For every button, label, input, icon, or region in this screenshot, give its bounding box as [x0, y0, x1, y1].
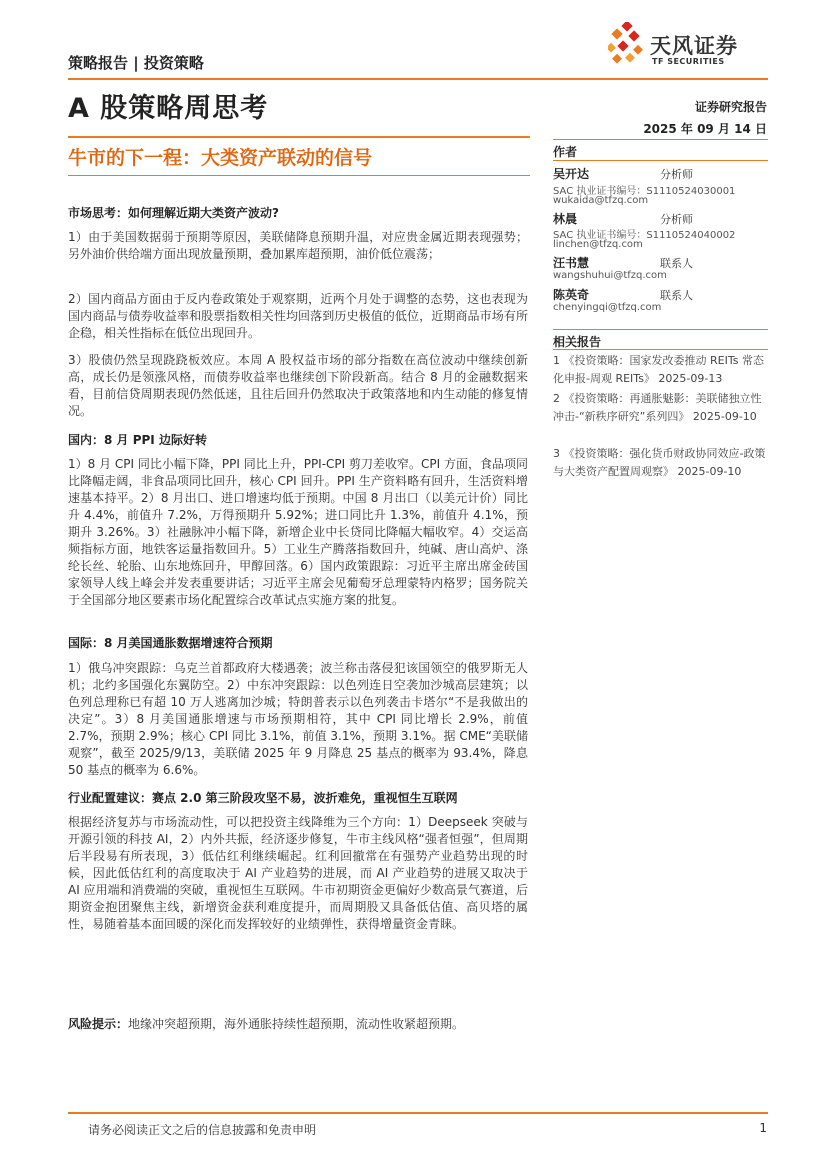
logo-mark-icon: [608, 22, 648, 68]
author-email[interactable]: wangshuhui@tfzq.com: [553, 270, 667, 281]
authors-heading: 作者: [553, 145, 578, 159]
sidebar-divider: [553, 329, 768, 330]
paragraph: 3）股债仍然呈现跷跷板效应。本周 A 股权益市场的部分指数在高位波动中继续创新高，成长仍是领涨风格，而债券收益率也继续创下阶段新高。结合 8 月的金融数据来看，目前信贷周期表现仍然低迷，且往后回升仍然取决于政策落地和内生动能的修复情况。: [68, 353, 528, 418]
related-report-item[interactable]: 3 《投资策略：强化货币财政协同效应-政策与大类资产配置周观察》 2025-09-10: [553, 447, 766, 478]
author-cert: SAC 执业证书编号：S1110524040002: [553, 230, 736, 241]
report-date: 2025 年 09 月 14 日: [643, 122, 767, 136]
sidebar-divider: [553, 160, 768, 161]
related-report-item[interactable]: 2 《投资策略：再通胀魅影：美联储独立性冲击-“新秩序研究”系列四》 2025-09-10: [553, 392, 762, 423]
header-divider: [68, 78, 768, 80]
paragraph: 1）8 月 CPI 同比小幅下降，PPI 同比上升，PPI-CPI 剪刀差收窄。CPI 方面，食品项同比降幅走阔，非食品项同比回升，核心 CPI 回升。PPI 生产资料略有回升，生活资料增速基本持平。2）8 月出口、进口增速均低于预期。中国 8 月出口（以美元计价）同比升 4.4%，前值升 7.2%，万得预期升 5.92%；进口同比升 1.3%，前值升 4.1%，预期升 3.26%。3）社融脉冲小幅下降，新增企业中长贷同比降幅大幅收窄。4）交运高频指标方面，地铁客运量指数回升。5）工业生产腾落指数回升，纯碱、唐山高炉、涤纶长丝、轮胎、山东地炼回升，甲醇回落。6）国内政策跟踪：习近平主席出席金砖国家领导人线上峰会并发表重要讲话；习近平主席会见葡萄牙总理蒙特内格罗；国务院关于全国部分地区要素市场化配置综合改革试点实施方案的批复。: [68, 457, 528, 607]
author-role: 联系人: [660, 289, 693, 302]
page-number: 1: [759, 1121, 767, 1135]
related-report-item[interactable]: 1 《投资策略：国家发改委推动 REITs 常态化申报-周观 REITs》 2025-09-13: [553, 354, 764, 385]
author-email[interactable]: chenyingqi@tfzq.com: [553, 302, 662, 313]
paragraph: 2）国内商品方面由于反内卷政策处于观察期，近两个月处于调整的态势，这也表现为国内商品与债券收益率和股票指数相关性均回落到历史极值的低位，近期商品市场有所企稳，相关性指标在低位出现回升。: [68, 292, 528, 340]
sidebar-divider: [553, 349, 768, 350]
subtitle-divider-bottom: [68, 175, 530, 176]
author-card: [553, 254, 768, 284]
risk-text: 地缘冲突超预期，海外通胀持续性超预期，流动性收紧超预期。: [128, 1017, 465, 1031]
author-name: 林晨: [553, 212, 578, 226]
author-email[interactable]: wukaida@tfzq.com: [553, 195, 649, 206]
report-subtitle: 牛市的下一程：大类资产联动的信号: [68, 147, 373, 169]
subtitle-divider-top: [68, 136, 530, 138]
page-title: A 股策略周思考: [68, 93, 269, 124]
section-title-international: 国际：8 月美国通胀数据增速符合预期: [68, 636, 273, 650]
related-heading: 相关报告: [553, 335, 602, 349]
author-name: 吴开达: [553, 167, 590, 181]
footer-disclaimer: 请务必阅读正文之后的信息披露和免责申明: [88, 1123, 317, 1137]
section-title-domestic: 国内：8 月 PPI 边际好转: [68, 433, 207, 447]
section-title-industry: 行业配置建议：赛点 2.0 第三阶段攻坚不易，波折难免，重视恒生互联网: [68, 791, 458, 805]
author-card: [553, 286, 768, 316]
author-role: 分析师: [660, 168, 693, 181]
risk-label: 风险提示：: [68, 1017, 129, 1031]
author-cert: SAC 执业证书编号：S1110524030001: [553, 186, 736, 197]
author-card: [553, 210, 768, 255]
paragraph: 1）由于美国数据弱于预期等原因，美联储降息预期升温，对应贵金属近期表现强势；另外油价供给端方面出现放量预期，叠加累库超预期，油价低位震荡；: [68, 230, 528, 261]
report-category: 策略报告 | 投资策略: [68, 54, 204, 72]
paragraph: 根据经济复苏与市场流动性，可以把投资主线降维为三个方向：1）Deepseek 突破与开源引领的科技 AI，2）内外共振，经济逐步修复，牛市主线风格“强者恒强”，但周期后半段易有所表现，3）低估红利继续崛起。红利回撤常在有强势产业趋势出现的时候，因此低估红利的高度取决于 AI 产业趋势的进展，而 AI 产业趋势的进展又取决于 AI 应用端和消费端的突破，重视恒生互联网。牛市初期资金更偏好少数高景气赛道，后期资金抱团聚焦主线，新增资金获利难度提升，而周期股又具备低估值、高贝塔的属性，易随着基本面回暖的深化而发挥较好的业绩弹性，获得增量资金青睐。: [68, 815, 528, 931]
author-name: 汪书慧: [553, 256, 590, 270]
company-logo: [608, 22, 768, 72]
author-role: 分析师: [660, 213, 693, 226]
footer-divider: [68, 1112, 768, 1114]
section-title-market: 市场思考：如何理解近期大类资产波动?: [68, 206, 279, 220]
paragraph: 1）俄乌冲突跟踪：乌克兰首都政府大楼遇袭；波兰称击落侵犯该国领空的俄罗斯无人机；北约多国强化东翼防空。2）中东冲突跟踪：以色列连日空袭加沙城高层建筑；以色列总理称已有超 10 万人逃离加沙城；特朗普表示以色列袭击卡塔尔“不是我做出的决定”。3）8 月美国通胀增速与市场预期相符，其中 CPI 同比增长 2.9%，前值 2.7%，预期 2.9%；核心 CPI 同比 3.1%，前值 3.1%，预期 3.1%。据 CME“美联储观察”，截至 2025/9/13，美联储 2025 年 9 月降息 25 基点的概率为 93.4%，降息 50 基点的概率为 6.6%。: [68, 661, 528, 777]
author-email[interactable]: linchen@tfzq.com: [553, 239, 643, 250]
logo-subtitle: TF SECURITIES: [652, 57, 725, 66]
author-name: 陈英奇: [553, 288, 590, 302]
author-card: [553, 165, 768, 210]
risk-warning: [68, 1016, 528, 1033]
document-type: 证券研究报告: [694, 100, 767, 114]
sidebar-divider: [553, 139, 768, 140]
logo-name: 天风证券: [650, 34, 738, 58]
author-role: 联系人: [660, 257, 693, 270]
